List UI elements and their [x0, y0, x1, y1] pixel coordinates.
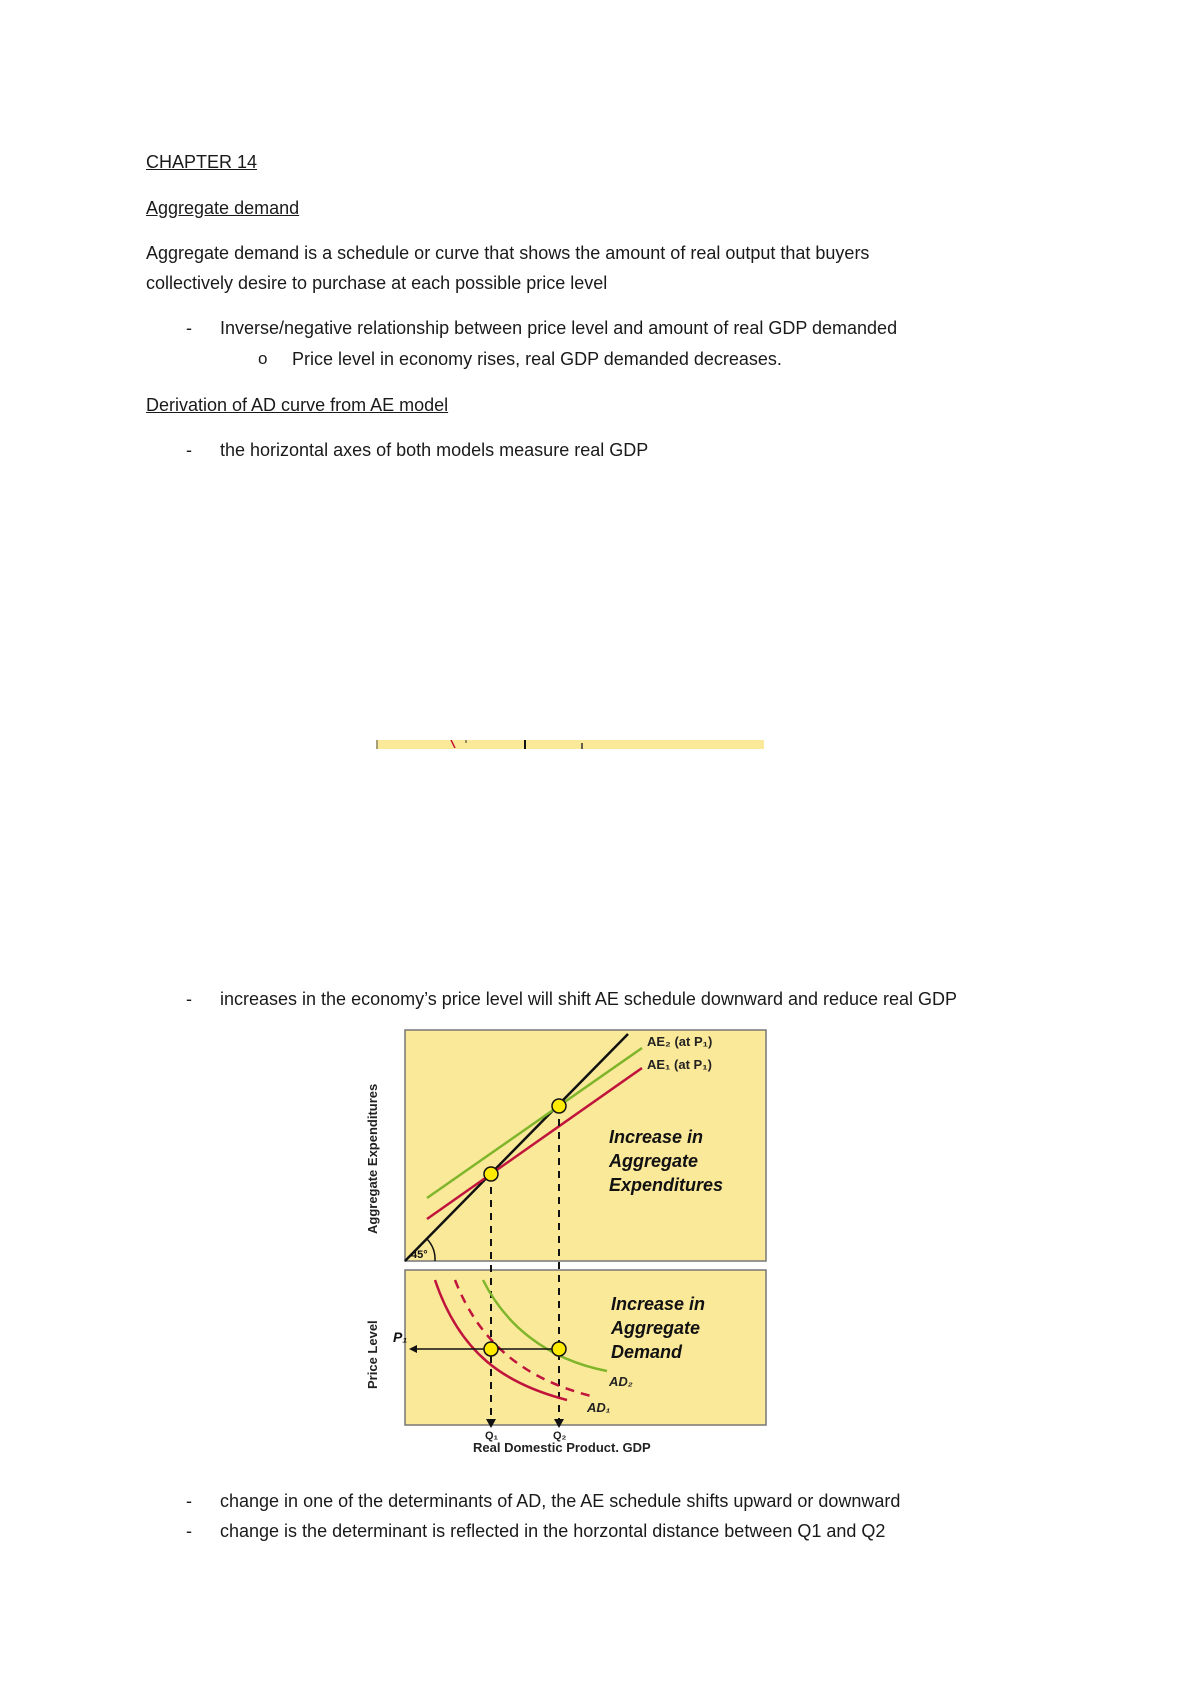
section-title: Aggregate demand: [146, 198, 300, 218]
bottom-title-line-3: Demand: [611, 1342, 683, 1362]
equilibrium-point-1: [484, 1167, 498, 1181]
bottom-title-line-1: Increase in: [611, 1294, 706, 1314]
top-title-line-1: Increase in: [609, 1127, 704, 1147]
chapter-heading: CHAPTER 14: [146, 152, 258, 172]
bullet-horizontal-axes: the horizontal axes of both models measure real GDP: [220, 440, 649, 460]
bullet-determinant-shift: change in one of the determinants of AD, the AE schedule shifts upward or downward: [220, 1491, 901, 1511]
label-ae2: AE₂ (at P₁): [647, 1034, 713, 1049]
bottom-panel: [405, 1270, 766, 1425]
label-q2: Q₂: [553, 1430, 567, 1442]
bottom-y-axis-label: Price Level: [365, 1320, 380, 1389]
subsection-title: Derivation of AD curve from AE model: [146, 395, 449, 415]
bullet-dash: -: [186, 1491, 192, 1511]
bullet-price-level-shift: increases in the economy’s price level will shift AE schedule downward and reduce real GDP: [220, 989, 958, 1009]
sub-bullet-price-level: Price level in economy rises, real GDP demanded decreases.: [292, 349, 782, 369]
bullet-dash: -: [186, 318, 192, 338]
broken-figure-strip: [376, 740, 764, 752]
bullet-dash: -: [186, 989, 192, 1009]
top-title-line-2: Aggregate: [609, 1151, 699, 1171]
bullet-dash: -: [186, 1521, 192, 1541]
top-y-axis-label: Aggregate Expenditures: [365, 1083, 380, 1234]
label-45: 45°: [411, 1249, 428, 1261]
x-axis-label: Real Domestic Product. GDP: [473, 1440, 651, 1454]
bullet-dash: -: [186, 440, 192, 460]
definition-line-2: collectively desire to purchase at each possible price level: [146, 273, 608, 293]
bottom-title-line-2: Aggregate: [611, 1318, 701, 1338]
top-title-line-3: Expenditures: [609, 1175, 724, 1195]
bullet-horizontal-distance: change is the determinant is reflected in the horzontal distance between Q1 and Q2: [220, 1521, 886, 1541]
equilibrium-point-2: [552, 1099, 566, 1113]
definition-line-1: Aggregate demand is a schedule or curve that shows the amount of real output that buyers: [146, 243, 870, 263]
label-p1: P₁: [393, 1329, 408, 1345]
ad-point-1: [484, 1342, 498, 1356]
label-ad2: AD₂: [609, 1374, 633, 1389]
sub-bullet-marker: o: [258, 349, 268, 368]
label-ae1: AE₁ (at P₁): [647, 1057, 712, 1072]
bullet-inverse-relationship: Inverse/negative relationship between price level and amount of real GDP demanded: [220, 318, 898, 338]
label-q1: Q₁: [485, 1430, 499, 1442]
label-ad1: AD₁: [587, 1400, 611, 1415]
ad-point-2: [552, 1342, 566, 1356]
ae-ad-figure: [355, 1024, 775, 1454]
